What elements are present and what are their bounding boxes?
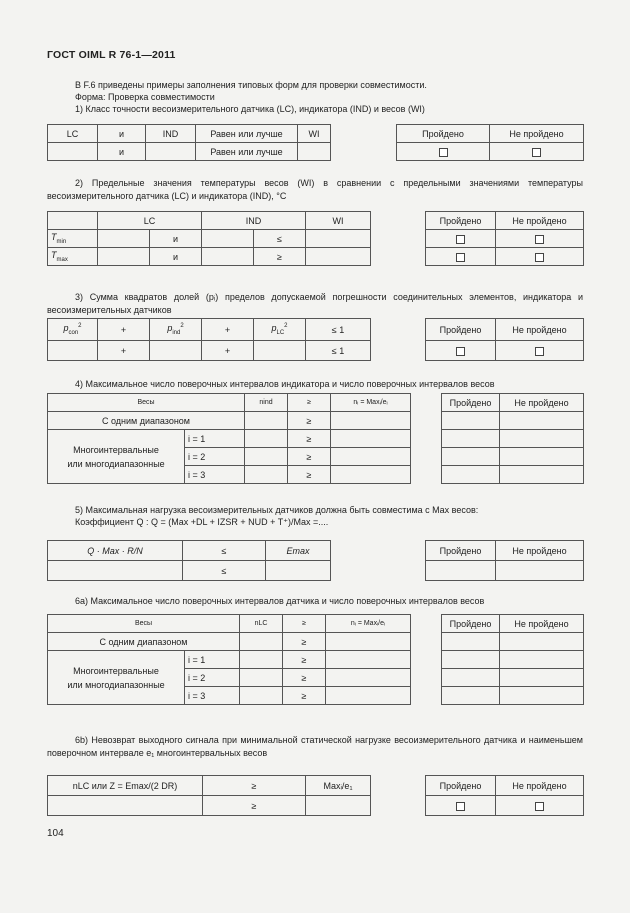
input-cell[interactable] xyxy=(326,651,411,669)
failed-label: Не пройдено xyxy=(496,541,584,561)
intro-line-2: Форма: Проверка совместимости xyxy=(75,92,215,102)
col-scales: Весы xyxy=(48,615,240,633)
input-cell[interactable] xyxy=(202,230,254,248)
document-header: ГОСТ OIML R 76-1—2011 xyxy=(47,49,176,61)
section-1-title: 1) Класс точности весоизмерительного датчика (LC), индикатора (IND) и весов (WI) xyxy=(75,104,425,114)
indicator-intervals-table xyxy=(47,393,411,484)
passed-label: Пройдено xyxy=(442,615,500,633)
input-cell[interactable] xyxy=(98,230,150,248)
input-cell[interactable] xyxy=(500,448,584,466)
cell-ge: ≥ xyxy=(288,448,331,466)
input-cell[interactable] xyxy=(240,687,283,705)
input-cell[interactable] xyxy=(326,633,411,651)
input-cell[interactable] xyxy=(326,669,411,687)
input-cell[interactable] xyxy=(442,412,500,430)
cell-ind: IND xyxy=(146,125,196,143)
failed-label: Не пройдено xyxy=(500,615,584,633)
section-5-formula: Коэффициент Q : Q = (Max +DL + IZSR + NUD + T⁺)/Max =.... xyxy=(75,517,329,527)
col-n-ind: nind xyxy=(245,394,288,412)
input-cell[interactable] xyxy=(48,796,203,816)
failed-checkbox[interactable] xyxy=(535,347,544,356)
row-i2: i = 2 xyxy=(185,448,245,466)
section-3-title: 3) Сумма квадратов долей (pᵢ) пределов допускаемой погрешности соединительных элементов, индикатора и весоизмерительных датчиков xyxy=(47,292,583,315)
cell-le-1: ≤ 1 xyxy=(306,341,371,361)
cell-ge: ≥ xyxy=(288,430,331,448)
passed-label: Пройдено xyxy=(397,125,490,143)
error-fractions-table xyxy=(47,318,371,361)
input-cell[interactable] xyxy=(442,669,500,687)
passed-label: Пройдено xyxy=(426,319,496,341)
row-i1: i = 1 xyxy=(185,430,245,448)
p-lc: $p_{LC}^2$ xyxy=(254,319,306,341)
cell-plus: + xyxy=(98,341,150,361)
input-cell[interactable] xyxy=(426,561,496,581)
cell-nlc-formula: nLC или Z = Emax/(2 DR) xyxy=(48,776,203,796)
input-cell[interactable] xyxy=(326,687,411,705)
input-cell[interactable] xyxy=(331,448,411,466)
input-cell[interactable] xyxy=(245,430,288,448)
intro-line-1: В F.6 приведены примеры заполнения типовых форм для проверки совместимости. xyxy=(75,80,427,90)
section-6a-title: 6а) Максимальное число поверочных интервалов датчика и число поверочных интервалов весов xyxy=(75,596,485,606)
cell-ge: ≥ xyxy=(283,633,326,651)
input-cell[interactable] xyxy=(442,633,500,651)
passed-checkbox[interactable] xyxy=(439,148,448,157)
col-wi: WI xyxy=(306,212,371,230)
result-table-6a xyxy=(441,614,584,705)
input-cell[interactable] xyxy=(48,341,98,361)
result-table-4 xyxy=(441,393,584,484)
p-con: $p_{con}^2$ xyxy=(48,319,98,341)
input-cell[interactable] xyxy=(306,248,371,266)
result-table-5 xyxy=(425,540,584,581)
input-cell[interactable] xyxy=(240,651,283,669)
failed-label: Не пройдено xyxy=(496,319,584,341)
output-return-table xyxy=(47,775,371,816)
cell-ge: ≥ xyxy=(288,466,331,484)
row-multi-range: Многоинтервальные или многодиапазонные xyxy=(48,430,185,484)
input-cell[interactable] xyxy=(331,430,411,448)
row-single-range: С одним диапазоном xyxy=(48,412,245,430)
failed-checkbox[interactable] xyxy=(535,235,544,244)
temperature-table xyxy=(47,211,371,266)
passed-label: Пройдено xyxy=(426,776,496,796)
row-i3: i = 3 xyxy=(185,466,245,484)
cell-ge: ≥ xyxy=(283,651,326,669)
cell-lc: LC xyxy=(48,125,98,143)
row-multi-range: Многоинтервальные или многодиапазонные xyxy=(48,651,185,705)
cell-wi: WI xyxy=(298,125,331,143)
row-tmin: $T_{min}$ xyxy=(48,230,98,248)
failed-checkbox[interactable] xyxy=(535,253,544,262)
section-4-title: 4) Максимальное число поверочных интервалов индикатора и число поверочных интервалов весов xyxy=(75,379,495,389)
cell-ge: ≥ xyxy=(283,669,326,687)
cell-le: ≤ xyxy=(183,541,266,561)
cell-ge: ≥ xyxy=(203,796,306,816)
input-cell[interactable] xyxy=(500,412,584,430)
failed-label: Не пройдено xyxy=(496,212,584,230)
input-cell[interactable] xyxy=(496,561,584,581)
row-i2: i = 2 xyxy=(185,669,240,687)
row-i3: i = 3 xyxy=(185,687,240,705)
passed-checkbox[interactable] xyxy=(456,347,465,356)
cell-ge: ≥ xyxy=(254,248,306,266)
input-cell[interactable] xyxy=(245,448,288,466)
cell-plus: + xyxy=(98,319,150,341)
input-cell[interactable] xyxy=(298,143,331,161)
cell-max-e1: Maxᵢ/e₁ xyxy=(306,776,371,796)
cell-and: и xyxy=(98,143,146,161)
cell-plus: + xyxy=(202,341,254,361)
passed-label: Пройдено xyxy=(426,212,496,230)
cell-emax: Emax xyxy=(266,541,331,561)
input-cell[interactable] xyxy=(266,561,331,581)
input-cell[interactable] xyxy=(442,651,500,669)
passed-checkbox[interactable] xyxy=(456,802,465,811)
col-n-lc: nLC xyxy=(240,615,283,633)
failed-checkbox[interactable] xyxy=(532,148,541,157)
section-5-title: 5) Максимальная нагрузка весоизмерительных датчиков должна быть совместима с Max весов: xyxy=(75,505,479,515)
input-cell[interactable] xyxy=(331,466,411,484)
cell-le-1: ≤ 1 xyxy=(306,319,371,341)
passed-checkbox[interactable] xyxy=(456,253,465,262)
failed-label: Не пройдено xyxy=(500,394,584,412)
input-cell[interactable] xyxy=(500,466,584,484)
section-6b-title: 6b) Невозврат выходного сигнала при минимальной статической нагрузке весоизмерительного датчика и наименьшем поверочном интервале e₁ многоинтервальных весов xyxy=(47,735,583,758)
failed-label: Не пройдено xyxy=(496,776,584,796)
input-cell[interactable] xyxy=(306,796,371,816)
p-ind: $p_{ind}^2$ xyxy=(150,319,202,341)
input-cell[interactable] xyxy=(146,143,196,161)
row-tmax: $T_{max}$ xyxy=(48,248,98,266)
failed-checkbox[interactable] xyxy=(535,802,544,811)
loadcell-intervals-table xyxy=(47,614,411,705)
input-cell[interactable] xyxy=(500,633,584,651)
input-cell[interactable] xyxy=(500,669,584,687)
input-cell[interactable] xyxy=(442,466,500,484)
result-table-1 xyxy=(396,124,584,161)
input-cell[interactable] xyxy=(48,143,98,161)
input-cell[interactable] xyxy=(500,687,584,705)
passed-label: Пройдено xyxy=(442,394,500,412)
input-cell[interactable] xyxy=(442,430,500,448)
result-table-3 xyxy=(425,318,584,361)
passed-checkbox[interactable] xyxy=(456,235,465,244)
col-ni: nᵢ = Maxᵢ/eᵢ xyxy=(326,615,411,633)
col-lc: LC xyxy=(98,212,202,230)
input-cell[interactable] xyxy=(150,341,202,361)
col-ni: nᵢ = Maxᵢ/eᵢ xyxy=(331,394,411,412)
cell-le: ≤ xyxy=(183,561,266,581)
failed-label: Не пройдено xyxy=(490,125,584,143)
cell-q-max-formula: Q · Max · R/N xyxy=(48,541,183,561)
input-cell[interactable] xyxy=(98,248,150,266)
passed-label: Пройдено xyxy=(426,541,496,561)
cell-equal-or-better: Равен или лучше xyxy=(196,143,298,161)
cell-ge: ≥ xyxy=(288,412,331,430)
input-cell[interactable] xyxy=(331,412,411,430)
input-cell[interactable] xyxy=(254,341,306,361)
cell-and: и xyxy=(150,230,202,248)
input-cell[interactable] xyxy=(442,448,500,466)
cell-plus: + xyxy=(202,319,254,341)
max-load-table xyxy=(47,540,331,581)
row-single-range: С одним диапазоном xyxy=(48,633,240,651)
input-cell[interactable] xyxy=(442,687,500,705)
input-cell[interactable] xyxy=(245,412,288,430)
cell-and: и xyxy=(98,125,146,143)
input-cell[interactable] xyxy=(306,230,371,248)
input-cell[interactable] xyxy=(245,466,288,484)
result-table-2 xyxy=(425,211,584,266)
result-table-6b xyxy=(425,775,584,816)
cell-equal-or-better: Равен или лучше xyxy=(196,125,298,143)
row-i1: i = 1 xyxy=(185,651,240,669)
input-cell[interactable] xyxy=(202,248,254,266)
cell-le: ≤ xyxy=(254,230,306,248)
cell-ge: ≥ xyxy=(203,776,306,796)
input-cell[interactable] xyxy=(240,633,283,651)
col-scales: Весы xyxy=(48,394,245,412)
input-cell[interactable] xyxy=(500,430,584,448)
section-2-title: 2) Предельные значения температуры весов (WI) в сравнении с предельными значениями температуры весоизмерительного датчика (LC) и индикатора (IND), °C xyxy=(47,178,583,201)
col-ind: IND xyxy=(202,212,306,230)
cell-ge: ≥ xyxy=(283,687,326,705)
input-cell[interactable] xyxy=(500,651,584,669)
input-cell[interactable] xyxy=(48,561,183,581)
accuracy-class-table xyxy=(47,124,331,161)
col-ge: ≥ xyxy=(283,615,326,633)
input-cell[interactable] xyxy=(240,669,283,687)
col-ge: ≥ xyxy=(288,394,331,412)
page-number: 104 xyxy=(47,828,64,839)
cell-and: и xyxy=(150,248,202,266)
